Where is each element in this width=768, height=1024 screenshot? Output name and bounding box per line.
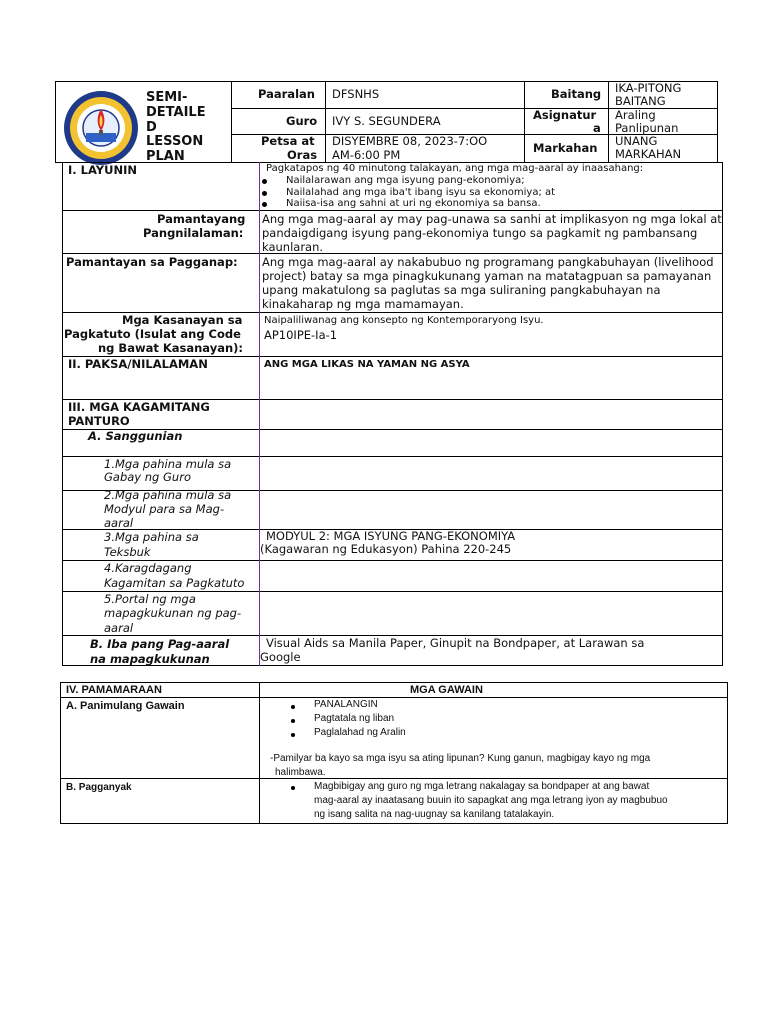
pagganyak-line-1: Magbibigay ang guro ng mga letrang nakalagay sa bondpaper at ang bawat: [314, 781, 650, 792]
pangnilalaman-line-2: pandaigdigang isyung pang-ekonomiya tungo sa pagkamit ng pambansang: [262, 226, 698, 240]
asignatura-value-2: Panlipunan: [615, 121, 679, 135]
iba-value-1: Visual Aids sa Manila Paper, Ginupit na Bondpaper, at Larawan sa: [266, 636, 645, 650]
baitang-value-1: IKA-PITONG: [615, 81, 682, 95]
petsa-value-2: AM-6:00 PM: [332, 148, 401, 162]
modyul-label-2: Modyul para sa Mag-: [104, 502, 225, 516]
kagamitan-label-1: III. MGA KAGAMITANG: [68, 400, 210, 414]
paaralan-value: DFSNHS: [332, 87, 380, 101]
layunin-item-2: Nailalahad ang mga iba't ibang isyu sa ekonomiya; at: [286, 187, 556, 198]
lesson-plan-title-line-2: DETAILE: [146, 105, 206, 120]
kasanayan-label-2: Pagkatuto (Isulat ang Code: [64, 327, 241, 341]
portal-label-3: aaral: [104, 621, 134, 635]
petsa-label-1: Petsa at: [261, 134, 315, 148]
modyul-label-1: 2.Mga pahina mula sa: [104, 488, 232, 502]
kasanayan-label-3: ng Bawat Kasanayan):: [98, 341, 244, 355]
lesson-plan-title-line-1: SEMI-: [146, 90, 188, 105]
teksbuk-label-2: Teksbuk: [104, 545, 151, 559]
paksa-value: ANG MGA LIKAS NA YAMAN NG ASYA: [264, 359, 470, 370]
kagamitan-label-2: PANTURO: [68, 414, 130, 428]
markahan-label: Markahan: [533, 141, 598, 155]
portal-label-1: 5.Portal ng mga: [104, 592, 196, 606]
teksbuk-value-1: MODYUL 2: MGA ISYUNG PANG-EKONOMIYA: [266, 529, 516, 543]
paaralan-label: Paaralan: [258, 87, 315, 101]
karagdagang-label-2: Kagamitan sa Pagkatuto: [104, 576, 245, 590]
panimula-label: A. Panimulang Gawain: [66, 700, 185, 712]
pagganyak-line-3: ng isang salita na nag-uugnay sa kanilang tatalakayin.: [314, 809, 555, 820]
bullet-icon: [291, 786, 295, 790]
panimula-item-1: PANALANGIN: [314, 699, 378, 710]
iba-label-1: B. Iba pang Pag-aaral: [90, 637, 230, 651]
kasanayan-value-2: AP10IPE-Ia-1: [264, 328, 338, 342]
lesson-plan-title-clip: [146, 149, 216, 162]
panimula-question-1: -Pamilyar ba kayo sa mga isyu sa ating lipunan? Kung ganun, magbigay kayo ng mga: [270, 753, 651, 764]
bullet-icon: [291, 719, 295, 723]
baitang-value-2: BAITANG: [615, 94, 666, 108]
guro-value: IVY S. SEGUNDERA: [332, 114, 441, 128]
teksbuk-label-1: 3.Mga pahina sa: [104, 530, 199, 544]
kasanayan-value-1: Naipaliliwanag ang konsepto ng Kontemporaryong Isyu.: [264, 315, 544, 326]
layunin-item-3: Naiisa-isa ang sahni at uri ng ekonomiya sa bansa.: [286, 198, 541, 209]
modyul-label-3: aaral: [104, 516, 134, 530]
bullet-icon: [262, 191, 267, 196]
gabay-label-1: 1.Mga pahina mula sa: [104, 457, 232, 471]
procedure-col2-header: MGA GAWAIN: [410, 684, 483, 696]
bullet-icon: [262, 202, 267, 207]
pangnilalaman-label-2: Pangnilalaman:: [143, 226, 244, 240]
guro-label: Guro: [286, 114, 318, 128]
procedure-col1-header: IV. PAMAMARAAN: [66, 684, 162, 696]
lesson-plan-title-line-3: D: [146, 120, 157, 135]
gabay-label-2: Gabay ng Guro: [104, 470, 191, 484]
pagganap-line-1: Ang mga mag-aaral ay nakabubuo ng programang pangkabuhayan (livelihood: [262, 255, 714, 269]
lesson-plan-title-line-5: PLAN: [146, 149, 185, 162]
karagdagang-label-1: 4.Karagdagang: [104, 561, 192, 575]
kasanayan-label-1: Mga Kasanayan sa: [122, 313, 243, 327]
pangnilalaman-line-3: kaunlaran.: [262, 240, 324, 254]
pagganap-line-2: project) batay sa mga pinagkukunang yaman na matatagpuan sa pamayanan: [262, 269, 712, 283]
paksa-label: II. PAKSA/NILALAMAN: [68, 357, 208, 371]
lesson-plan-title-line-4: LESSON: [146, 134, 204, 149]
portal-label-2: mapagkukunan ng pag-: [104, 606, 242, 620]
pagganyak-label: B. Pagganyak: [66, 782, 132, 793]
school-seal-logo: [62, 89, 140, 167]
markahan-value-1: UNANG: [615, 134, 658, 148]
sanggunian-label: A. Sanggunian: [88, 429, 183, 443]
baitang-label: Baitang: [551, 87, 602, 101]
pagganap-label: Pamantayan sa Pagganap:: [66, 255, 238, 269]
asignatura-value-1: Araling: [615, 108, 656, 122]
pagganyak-line-2: mag-aaral ay inaatasang buuin ito sapagkat ang mga letrang iyon ay magbubuo: [314, 795, 668, 806]
panimula-question-2: halimbawa.: [275, 767, 326, 778]
layunin-intro: Pagkatapos ng 40 minutong talakayan, ang mga mag-aaral ay inaasahang:: [266, 163, 644, 174]
bullet-icon: [291, 733, 295, 737]
asignatura-label-2: a: [593, 121, 601, 135]
petsa-value-1: DISYEMBRE 08, 2023-7:OO: [332, 134, 488, 148]
teksbuk-value-2: (Kagawaran ng Edukasyon) Pahina 220-245: [260, 542, 512, 556]
asignatura-label-1: Asignatur: [533, 108, 597, 122]
panimula-item-3: Paglalahad ng Aralin: [314, 727, 406, 738]
pangnilalaman-line-1: Ang mga mag-aaral ay may pag-unawa sa sanhi at implikasyon ng mga lokal at: [262, 212, 722, 226]
iba-value-2: Google: [260, 650, 301, 664]
pagganap-line-4: kinakaharap ng mga mamamayan.: [262, 297, 464, 311]
layunin-item-1: Nailalarawan ang mga isyung pang-ekonomiya;: [286, 175, 525, 186]
bullet-icon: [262, 179, 267, 184]
iba-label-2: na mapagkukunan: [90, 652, 210, 666]
markahan-value-2: MARKAHAN: [615, 147, 682, 161]
layunin-label: I. LAYUNIN: [68, 163, 137, 177]
bullet-icon: [291, 705, 295, 709]
pangnilalaman-label-1: Pamantayang: [157, 212, 246, 226]
panimula-item-2: Pagtatala ng liban: [314, 713, 395, 724]
petsa-label-2: Oras: [287, 148, 318, 162]
pagganap-line-3: upang makatulong sa paglutas sa mga suliraning pangkabuhayan na: [262, 283, 661, 297]
